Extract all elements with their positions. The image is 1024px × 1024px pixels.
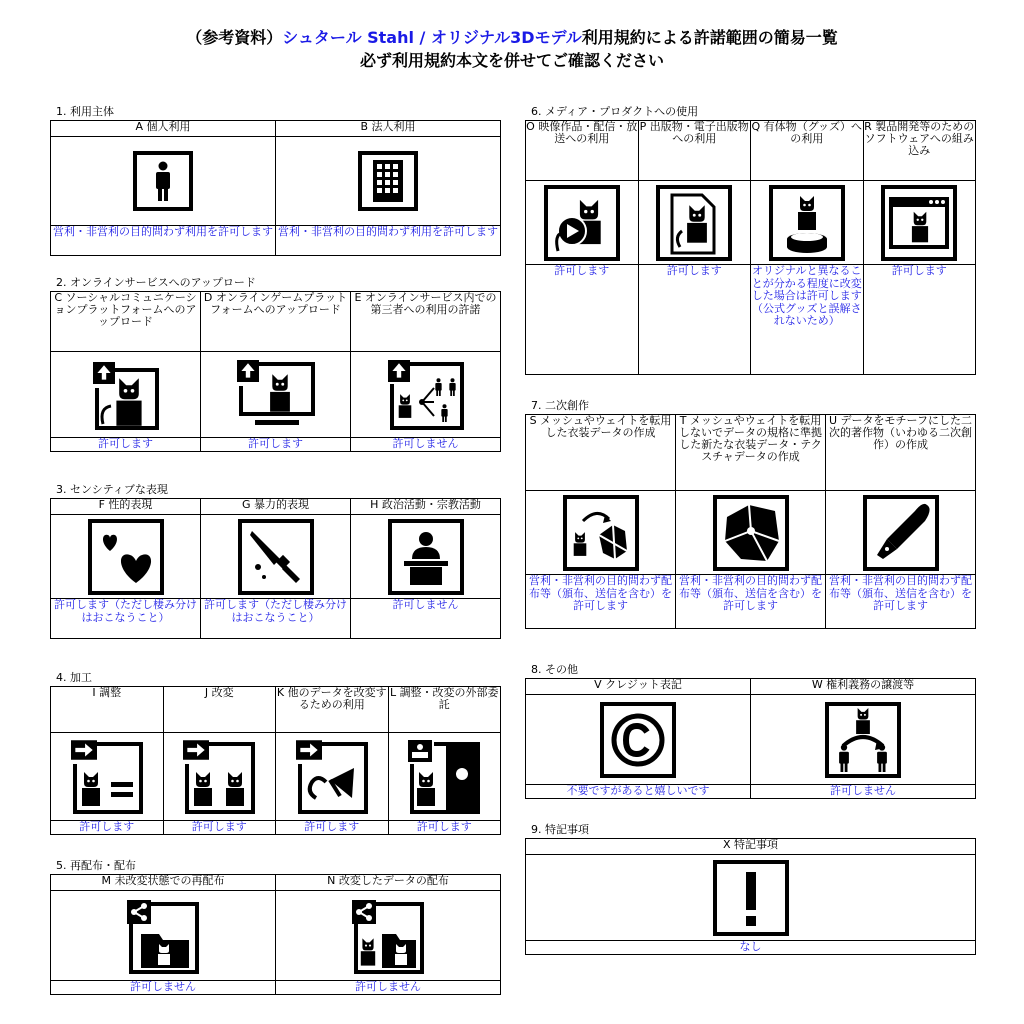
- section-3: [50, 482, 501, 639]
- item-o-permission: 許可します: [526, 265, 639, 375]
- person-icon: [51, 137, 276, 226]
- item-u-header: U データをモチーフにした二次的著作物（いわゆる二次創作）の作成: [826, 415, 976, 491]
- item-i-permission: 許可します: [51, 821, 164, 835]
- modify-icon: [163, 733, 276, 821]
- item-t-permission: 営利・非営利の目的問わず配布等（頒布、送信を含む）を許可します: [676, 575, 826, 629]
- item-e-permission: 許可しません: [351, 438, 501, 452]
- section-title: 3. センシティブな表現: [56, 483, 168, 496]
- item-t-header: T メッシュやウェイトを転用しないでデータの規格に準拠した新たな衣装データ・テクスチャデータの作成: [676, 415, 826, 491]
- item-v-header: V クレジット表記: [526, 679, 751, 695]
- document-icon: [638, 181, 751, 265]
- podium-icon: [351, 515, 501, 599]
- item-l-permission: 許可します: [388, 821, 501, 835]
- hearts-icon: [51, 515, 201, 599]
- section-title: 2. オンラインサービスへのアップロード: [56, 276, 256, 289]
- upload-monitor-icon: [201, 352, 351, 438]
- section-7: [525, 398, 976, 629]
- item-f-permission: 許可します（ただし棲み分けはおこなうこと）: [51, 599, 201, 639]
- upload-frame-icon: [51, 352, 201, 438]
- exclamation-icon: [526, 855, 976, 941]
- figure-icon: [751, 181, 864, 265]
- item-h-permission: 許可しません: [351, 599, 501, 639]
- item-c-header: C ソーシャルコミュニケーションプラットフォームへのアップロード: [51, 292, 201, 352]
- item-g-header: G 暴力的表現: [201, 499, 351, 515]
- video-icon: [526, 181, 639, 265]
- item-f-header: F 性的表現: [51, 499, 201, 515]
- item-q-header: Q 有体物（グッズ）への利用: [751, 121, 864, 181]
- item-x-permission: なし: [526, 941, 976, 955]
- section-9: [525, 822, 976, 955]
- item-s-permission: 営利・非営利の目的問わず配布等（頒布、送信を含む）を許可します: [526, 575, 676, 629]
- share-users-icon: [351, 352, 501, 438]
- copyright-icon: [526, 695, 751, 785]
- item-o-header: O 映像作品・配信・放送への利用: [526, 121, 639, 181]
- item-c-permission: 許可します: [51, 438, 201, 452]
- share-modified-icon: [276, 891, 501, 981]
- section-8: [525, 662, 976, 799]
- title-prefix: （参考資料）: [186, 28, 283, 47]
- item-d-permission: 許可します: [201, 438, 351, 452]
- item-e-header: E オンラインサービス内での第三者への利用の許諾: [351, 292, 501, 352]
- item-n-header: N 改変したデータの配布: [276, 875, 501, 891]
- item-m-permission: 許可しません: [51, 981, 276, 995]
- page-title: [0, 25, 1024, 48]
- item-w-permission: 許可しません: [751, 785, 976, 799]
- transfer-icon: [751, 695, 976, 785]
- item-h-header: H 政治活動・宗教活動: [351, 499, 501, 515]
- item-m-header: M 未改変状態での再配布: [51, 875, 276, 891]
- pen-icon: [826, 491, 976, 575]
- section-title: 1. 利用主体: [56, 105, 114, 118]
- item-a-permission: 営利・非営利の目的問わず利用を許可します: [51, 226, 276, 256]
- title-suffix: 利用規約による許諾範囲の簡易一覧: [581, 28, 838, 47]
- item-j-header: J 改変: [163, 687, 276, 733]
- section-title: 5. 再配布・配布: [56, 859, 136, 872]
- item-g-permission: 許可します（ただし棲み分けはおこなうこと）: [201, 599, 351, 639]
- section-title: 6. メディア・プロダクトへの使用: [531, 105, 699, 118]
- item-k-header: K 他のデータを改変するための利用: [276, 687, 389, 733]
- item-x-header: X 特記事項: [526, 839, 976, 855]
- item-r-permission: 許可します: [863, 265, 976, 375]
- item-l-header: L 調整・改変の外部委託: [388, 687, 501, 733]
- item-w-header: W 権利義務の譲渡等: [751, 679, 976, 695]
- item-p-permission: 許可します: [638, 265, 751, 375]
- outfit-transfer-icon: [526, 491, 676, 575]
- ribbon-icon: [276, 733, 389, 821]
- section-6: [525, 104, 976, 375]
- item-u-permission: 営利・非営利の目的問わず配布等（頒布、送信を含む）を許可します: [826, 575, 976, 629]
- item-i-header: I 調整: [51, 687, 164, 733]
- section-title: 9. 特記事項: [531, 823, 589, 836]
- section-5: [50, 858, 501, 995]
- outsource-icon: [388, 733, 501, 821]
- item-s-header: S メッシュやウェイトを転用した衣装データの作成: [526, 415, 676, 491]
- section-4: [50, 670, 501, 835]
- app-window-icon: [863, 181, 976, 265]
- item-p-header: P 出版物・電子出版物への利用: [638, 121, 751, 181]
- section-1: [50, 104, 501, 256]
- item-j-permission: 許可します: [163, 821, 276, 835]
- section-title: 8. その他: [531, 663, 578, 676]
- title-model-name: シュタール Stahl / オリジナル3Dモデル: [282, 28, 582, 47]
- item-a-header: A 個人利用: [51, 121, 276, 137]
- item-k-permission: 許可します: [276, 821, 389, 835]
- item-v-permission: 不要ですがあると嬉しいです: [526, 785, 751, 799]
- item-b-header: B 法人利用: [276, 121, 501, 137]
- page-subtitle: 必ず利用規約本文を併せてご確認ください: [359, 51, 664, 70]
- outfit-icon: [676, 491, 826, 575]
- adjust-icon: [51, 733, 164, 821]
- share-folder-icon: [51, 891, 276, 981]
- section-title: 4. 加工: [56, 671, 92, 684]
- item-b-permission: 営利・非営利の目的問わず利用を許可します: [276, 226, 501, 256]
- item-r-header: R 製品開発等のためのソフトウェアへの組み込み: [863, 121, 976, 181]
- item-d-header: D オンラインゲームプラットフォームへのアップロード: [201, 292, 351, 352]
- section-title: 7. 二次創作: [531, 399, 589, 412]
- building-icon: [276, 137, 501, 226]
- item-n-permission: 許可しません: [276, 981, 501, 995]
- item-q-permission: オリジナルと異なることが分かる程度に改変した場合は許可します（公式グッズと誤解されないため）: [751, 265, 864, 375]
- knife-icon: [201, 515, 351, 599]
- section-2: [50, 275, 501, 452]
